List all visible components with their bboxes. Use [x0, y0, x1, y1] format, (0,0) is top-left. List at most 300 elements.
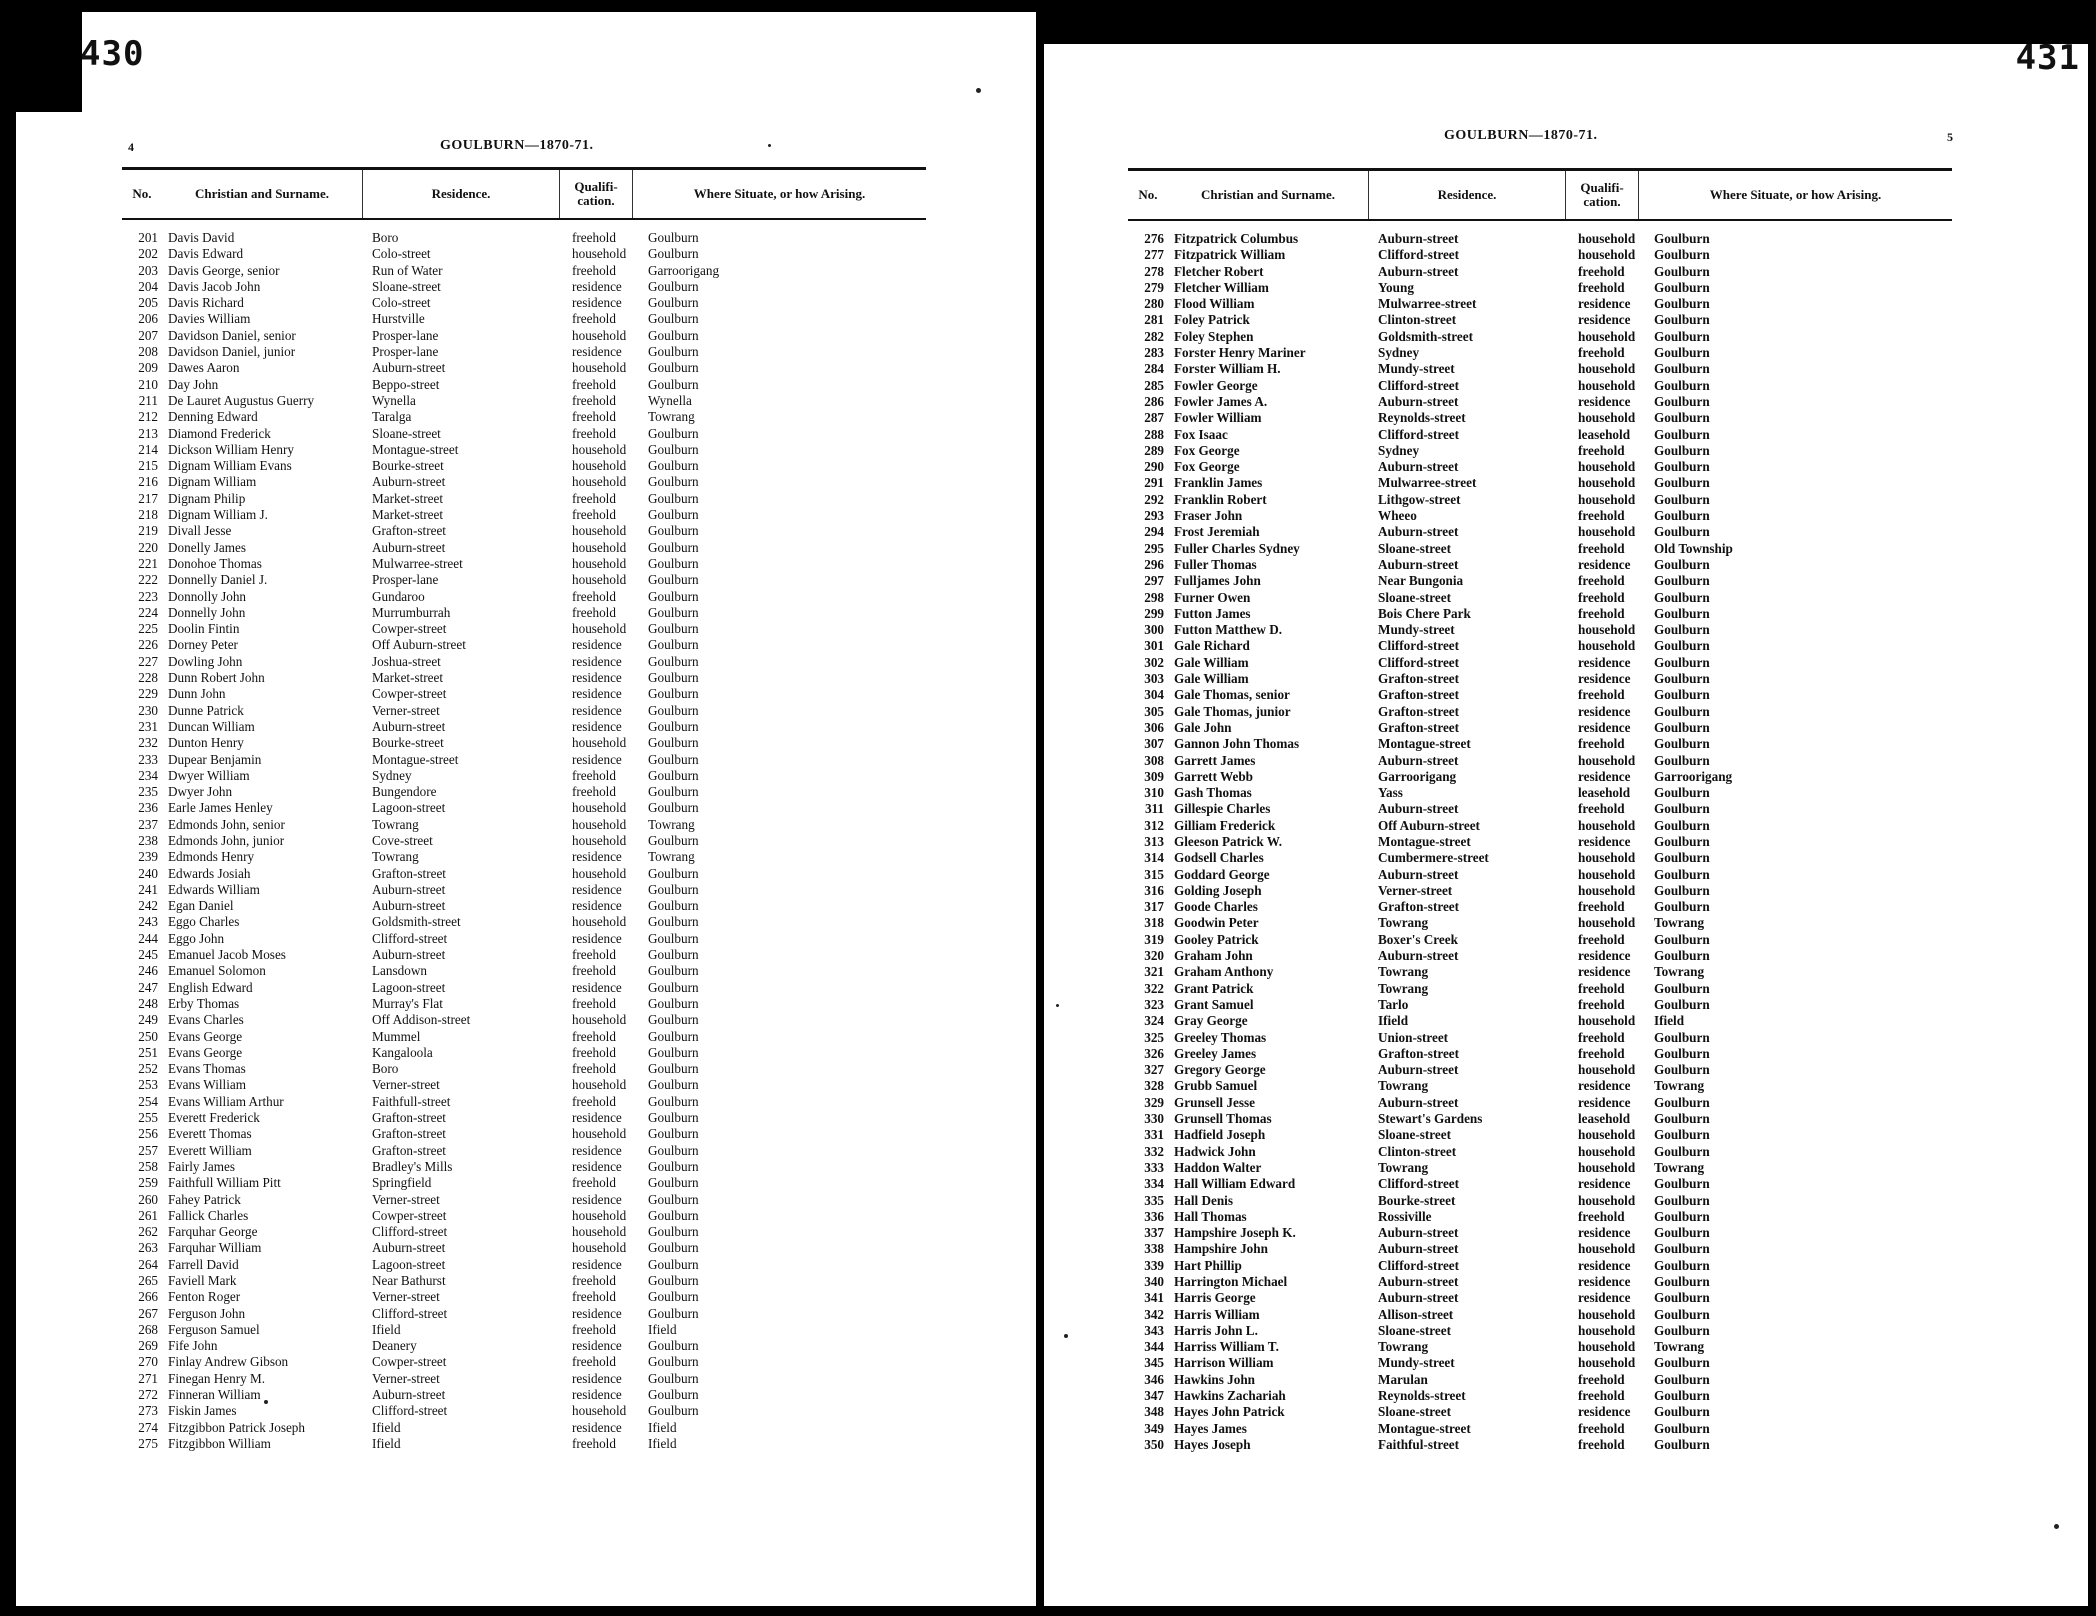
- entry-number: 316: [1144, 882, 1164, 898]
- entry-number: 275: [138, 1435, 158, 1451]
- table-row: [1128, 850, 1952, 866]
- entry-number: 259: [138, 1175, 158, 1191]
- header-qualification-text: Qualifi- cation.: [1580, 180, 1624, 209]
- entry-name: Haddon Walter: [1174, 1159, 1262, 1175]
- entry-qualification: household: [1578, 410, 1636, 426]
- table-row: [1128, 606, 1952, 622]
- entry-name: Futton James: [1174, 605, 1251, 621]
- entry-qualification: residence: [572, 1256, 622, 1272]
- entry-number: 311: [1144, 801, 1164, 817]
- entry-name: Godsell Charles: [1174, 850, 1264, 866]
- entry-where: Goulburn: [648, 1273, 699, 1288]
- entry-qualification: freehold: [572, 1289, 616, 1305]
- entry-name: Dignam Philip: [168, 490, 246, 506]
- entry-where: Goulburn: [1654, 524, 1710, 540]
- entry-name: Edwards William: [168, 881, 260, 897]
- entry-name: Fairly James: [168, 1158, 236, 1174]
- table-row: [122, 996, 926, 1012]
- entry-number: 205: [138, 295, 158, 311]
- entry-where: Goulburn: [648, 670, 699, 686]
- entry-name: Harrington Michael: [1174, 1274, 1288, 1289]
- entry-residence: Towrang: [1378, 1078, 1429, 1094]
- entry-where: Goulburn: [1654, 996, 1710, 1012]
- table-body: [1128, 221, 1952, 1453]
- entry-qualification: household: [1578, 817, 1636, 833]
- table-row: [1128, 1388, 1952, 1404]
- entry-number: 231: [138, 718, 158, 734]
- table-row: [122, 1338, 926, 1354]
- entry-qualification: household: [1578, 1013, 1636, 1029]
- entry-name: Finlay Andrew Gibson: [168, 1354, 289, 1370]
- entry-residence: Near Bathurst: [372, 1273, 446, 1288]
- entry-where: Goulburn: [648, 425, 699, 441]
- entry-residence: Sloane-street: [1378, 540, 1452, 556]
- table-row: [122, 1012, 926, 1028]
- entry-name: Edwards Josiah: [168, 865, 251, 881]
- entry-residence: Auburn-street: [1378, 948, 1459, 964]
- entry-where: Goulburn: [648, 1305, 699, 1321]
- entry-qualification: household: [1578, 1159, 1636, 1175]
- entry-where: Goulburn: [648, 1093, 699, 1109]
- entry-residence: Grafton-street: [372, 865, 446, 881]
- table-row: [1128, 329, 1952, 345]
- entry-name: Divall Jesse: [168, 523, 232, 539]
- entry-name: Grunsell Jesse: [1174, 1094, 1255, 1110]
- entry-residence: Towrang: [372, 849, 419, 865]
- entry-qualification: household: [1578, 752, 1636, 768]
- entry-qualification: freehold: [572, 392, 616, 408]
- entry-where: Goulburn: [1654, 1143, 1710, 1159]
- entry-name: Goode Charles: [1174, 899, 1258, 915]
- entry-where: Goulburn: [648, 507, 699, 523]
- entry-name: Evans George: [168, 1044, 243, 1060]
- table-row: [122, 246, 926, 262]
- entry-where: Goulburn: [1654, 442, 1710, 458]
- entry-number: 340: [1144, 1274, 1164, 1289]
- entry-number: 278: [1144, 263, 1164, 279]
- entry-number: 339: [1144, 1257, 1164, 1273]
- table-row: [1128, 1258, 1952, 1274]
- entry-residence: Grafton-street: [372, 523, 446, 539]
- entry-qualification: residence: [572, 751, 622, 767]
- entry-number: 308: [1144, 752, 1164, 768]
- table-row: [1128, 899, 1952, 915]
- entry-qualification: household: [1578, 866, 1636, 882]
- entry-qualification: household: [572, 1126, 627, 1142]
- table-row: [1128, 1030, 1952, 1046]
- entry-qualification: household: [1578, 1306, 1636, 1322]
- entry-residence: Auburn-street: [372, 1387, 446, 1403]
- entry-residence: Lagoon-street: [372, 1256, 446, 1272]
- entry-name: Davies William: [168, 311, 251, 327]
- table-row: [1128, 557, 1952, 573]
- table-row: [122, 589, 926, 605]
- entry-name: Gash Thomas: [1174, 785, 1252, 801]
- entry-name: Donnelly John: [168, 604, 246, 620]
- entry-where: Goulburn: [1654, 1045, 1710, 1061]
- entry-number: 332: [1144, 1143, 1164, 1159]
- entry-where: Goulburn: [1654, 1062, 1710, 1078]
- table-row: [122, 947, 926, 963]
- entry-name: Gale William: [1174, 654, 1249, 670]
- entry-number: 310: [1144, 785, 1164, 801]
- entry-number: 246: [138, 963, 158, 979]
- table-row: [122, 1143, 926, 1159]
- entry-residence: Clifford-street: [1378, 654, 1460, 670]
- entry-name: Fuller Charles Sydney: [1174, 540, 1300, 556]
- entry-where: Goulburn: [648, 947, 699, 963]
- entry-where: Goulburn: [648, 702, 699, 718]
- table-row: [122, 1403, 926, 1419]
- header-qualification: [1566, 171, 1639, 219]
- entry-name: Donnolly John: [168, 588, 247, 604]
- right-page: [1044, 44, 2088, 1606]
- table-row: [122, 1110, 926, 1126]
- entry-residence: Boro: [372, 230, 399, 245]
- entry-qualification: residence: [1578, 719, 1631, 735]
- entry-residence: Auburn-street: [1378, 752, 1459, 768]
- entry-number: 244: [138, 930, 158, 946]
- entry-number: 307: [1144, 736, 1164, 752]
- entry-residence: Garroorigang: [1378, 768, 1457, 784]
- table-row: [1128, 981, 1952, 997]
- entry-number: 334: [1144, 1176, 1164, 1192]
- entry-number: 343: [1144, 1322, 1164, 1338]
- entry-residence: Run of Water: [372, 262, 443, 278]
- entry-number: 324: [1144, 1013, 1164, 1029]
- entry-number: 333: [1144, 1159, 1164, 1175]
- table-row: [122, 1045, 926, 1061]
- entry-residence: Auburn-street: [1378, 1241, 1459, 1257]
- table-row: [1128, 590, 1952, 606]
- entry-qualification: household: [572, 1012, 627, 1028]
- entry-number: 271: [138, 1370, 158, 1386]
- entry-qualification: leasehold: [1578, 1111, 1631, 1127]
- entry-qualification: freehold: [1578, 1029, 1625, 1045]
- entry-where: Goulburn: [1654, 1371, 1710, 1387]
- header-residence: Residence.: [363, 170, 560, 218]
- entry-name: Fulljames John: [1174, 573, 1261, 589]
- entry-number: 286: [1144, 393, 1164, 409]
- entry-qualification: household: [1578, 328, 1636, 344]
- table-row: [122, 279, 926, 295]
- entry-qualification: freehold: [572, 1175, 616, 1191]
- entry-number: 235: [138, 784, 158, 800]
- entry-number: 264: [138, 1256, 158, 1272]
- entry-where: Goulburn: [648, 474, 699, 490]
- entry-residence: Clinton-street: [1378, 312, 1457, 328]
- entry-number: 309: [1144, 768, 1164, 784]
- header-name: Christian and Surname.: [162, 170, 363, 218]
- table-row: [122, 409, 926, 425]
- entry-number: 222: [138, 572, 158, 588]
- entry-where: Goulburn: [648, 653, 699, 669]
- table-row: [122, 605, 926, 621]
- entry-qualification: freehold: [572, 1354, 616, 1370]
- entry-number: 306: [1144, 719, 1164, 735]
- entry-qualification: household: [1578, 638, 1636, 654]
- entry-residence: Lansdown: [372, 963, 427, 979]
- entry-number: 219: [138, 523, 158, 539]
- table-row: [1128, 312, 1952, 328]
- entry-number: 274: [138, 1419, 158, 1435]
- entry-residence: Grafton-street: [372, 1142, 446, 1158]
- entry-where: Garroorigang: [1654, 768, 1733, 784]
- entry-residence: Bourke-street: [372, 458, 444, 474]
- entry-number: 223: [138, 588, 158, 604]
- entry-where: Goulburn: [1654, 1257, 1710, 1273]
- entry-where: Goulburn: [1654, 850, 1710, 866]
- entry-number: 281: [1144, 312, 1164, 328]
- entry-residence: Clifford-street: [1378, 638, 1460, 654]
- entry-number: 214: [138, 441, 158, 457]
- entry-qualification: freehold: [572, 230, 616, 245]
- entry-number: 312: [1144, 817, 1164, 833]
- entry-qualification: household: [572, 1077, 627, 1093]
- entry-number: 299: [1144, 605, 1164, 621]
- entry-name: Dignam William Evans: [168, 458, 292, 474]
- entry-number: 292: [1144, 491, 1164, 507]
- electoral-roll-table: [1128, 168, 1952, 1453]
- entry-where: Goulburn: [1654, 1436, 1710, 1452]
- entry-name: Garrett James: [1174, 752, 1256, 768]
- entry-residence: Clifford-street: [1378, 1257, 1460, 1273]
- entry-number: 325: [1144, 1029, 1164, 1045]
- entry-name: Foley Stephen: [1174, 328, 1254, 344]
- entry-where: Goulburn: [1654, 980, 1710, 996]
- scan-speck: [1064, 1334, 1068, 1338]
- entry-qualification: freehold: [1578, 980, 1625, 996]
- entry-where: Goulburn: [1654, 948, 1710, 964]
- entry-where: Goulburn: [648, 898, 699, 914]
- entry-name: Faithfull William Pitt: [168, 1175, 281, 1191]
- entry-number: 298: [1144, 589, 1164, 605]
- entry-qualification: freehold: [1578, 1420, 1625, 1436]
- entry-where: Goulburn: [1654, 866, 1710, 882]
- entry-number: 254: [138, 1093, 158, 1109]
- entry-qualification: freehold: [1578, 589, 1625, 605]
- entry-where: Goulburn: [1654, 671, 1710, 687]
- entry-where: Goulburn: [648, 881, 699, 897]
- table-row: [122, 637, 926, 653]
- entry-residence: Clinton-street: [1378, 1143, 1457, 1159]
- entry-name: Ferguson John: [168, 1305, 246, 1321]
- entry-name: Emanuel Solomon: [168, 963, 266, 979]
- table-row: [122, 1094, 926, 1110]
- entry-qualification: household: [572, 360, 627, 376]
- entry-number: 301: [1144, 638, 1164, 654]
- entry-where: Ifield: [648, 1321, 677, 1337]
- entry-qualification: household: [572, 800, 627, 816]
- entry-residence: Goldsmith-street: [372, 914, 461, 930]
- entry-name: Furner Owen: [1174, 589, 1251, 605]
- table-row: [1128, 883, 1952, 899]
- entry-residence: Hurstville: [372, 311, 425, 327]
- table-row: [122, 1371, 926, 1387]
- entry-name: Fahey Patrick: [168, 1191, 241, 1207]
- scan-speck: [768, 144, 771, 147]
- entry-where: Goulburn: [1654, 296, 1710, 312]
- entry-residence: Colo-street: [372, 295, 431, 311]
- entry-residence: Auburn-street: [1378, 1225, 1459, 1241]
- entry-where: Towrang: [1654, 1339, 1705, 1355]
- entry-number: 297: [1144, 573, 1164, 589]
- entry-qualification: residence: [1578, 1094, 1631, 1110]
- entry-number: 270: [138, 1354, 158, 1370]
- entry-name: Dwyer John: [168, 784, 233, 800]
- entry-name: Gale Richard: [1174, 638, 1250, 654]
- entry-qualification: residence: [572, 979, 622, 995]
- entry-where: Goulburn: [648, 523, 699, 539]
- entry-name: Garrett Webb: [1174, 768, 1253, 784]
- entry-number: 229: [138, 686, 158, 702]
- entry-qualification: household: [572, 1207, 627, 1223]
- entry-where: Goulburn: [648, 539, 699, 555]
- table-row: [122, 540, 926, 556]
- page-title: GOULBURN—1870-71.: [1444, 128, 1598, 143]
- entry-residence: Yass: [1378, 785, 1403, 801]
- table-row: [1128, 1421, 1952, 1437]
- entry-qualification: freehold: [572, 507, 616, 523]
- entry-qualification: freehold: [572, 963, 616, 979]
- entry-name: Everett Frederick: [168, 1110, 260, 1126]
- entry-residence: Sydney: [1378, 442, 1420, 458]
- entry-name: Erby Thomas: [168, 995, 240, 1011]
- entry-qualification: residence: [572, 1387, 622, 1403]
- table-row: [1128, 785, 1952, 801]
- entry-qualification: residence: [572, 278, 622, 294]
- entry-residence: Grafton-street: [372, 1110, 446, 1126]
- entry-name: Graham John: [1174, 948, 1253, 964]
- table-row: [1128, 1127, 1952, 1143]
- entry-where: Goulburn: [1654, 833, 1710, 849]
- entry-residence: Cowper-street: [372, 1354, 447, 1370]
- table-row: [122, 1192, 926, 1208]
- entry-number: 290: [1144, 459, 1164, 475]
- entry-number: 262: [138, 1224, 158, 1240]
- table-row: [1128, 1209, 1952, 1225]
- entry-name: Evans William: [168, 1077, 246, 1093]
- entry-qualification: household: [1578, 1062, 1636, 1078]
- entry-name: Dowling John: [168, 653, 243, 669]
- entry-residence: Auburn-street: [1378, 866, 1459, 882]
- entry-name: Dawes Aaron: [168, 360, 240, 376]
- table-row: [1128, 1144, 1952, 1160]
- entry-number: 225: [138, 621, 158, 637]
- table-row: [1128, 247, 1952, 263]
- entry-residence: Sloane-street: [372, 425, 441, 441]
- entry-qualification: leasehold: [1578, 785, 1631, 801]
- table-row: [1128, 753, 1952, 769]
- table-row: [1128, 622, 1952, 638]
- entry-residence: Tarlo: [1378, 996, 1409, 1012]
- table-row: [1128, 801, 1952, 817]
- entry-residence: Sloane-street: [1378, 1127, 1452, 1143]
- entry-number: 237: [138, 816, 158, 832]
- entry-name: Davis David: [168, 230, 235, 245]
- entry-where: Goulburn: [1654, 589, 1710, 605]
- entry-number: 348: [1144, 1404, 1164, 1420]
- table-row: [122, 621, 926, 637]
- entry-residence: Mulwarree-street: [372, 555, 463, 571]
- entry-number: 210: [138, 376, 158, 392]
- entry-number: 283: [1144, 345, 1164, 361]
- table-row: [1128, 1225, 1952, 1241]
- entry-where: Goulburn: [1654, 312, 1710, 328]
- entry-residence: Beppo-street: [372, 376, 440, 392]
- table-row: [1128, 361, 1952, 377]
- entry-qualification: freehold: [572, 947, 616, 963]
- entry-number: 238: [138, 832, 158, 848]
- entry-where: Goulburn: [648, 1207, 699, 1223]
- entry-residence: Deanery: [372, 1338, 417, 1354]
- entry-qualification: freehold: [572, 1435, 616, 1451]
- entry-qualification: residence: [1578, 1176, 1631, 1192]
- entry-residence: Auburn-street: [1378, 263, 1459, 279]
- entry-where: Goulburn: [1654, 1306, 1710, 1322]
- entry-residence: Colo-street: [372, 246, 431, 262]
- entry-name: Farquhar William: [168, 1240, 262, 1256]
- table-row: [122, 849, 926, 865]
- entry-qualification: residence: [1578, 296, 1631, 312]
- entry-where: Wynella: [648, 392, 692, 408]
- entry-qualification: freehold: [572, 588, 616, 604]
- entry-name: Edmonds John, junior: [168, 832, 285, 848]
- entry-name: Fowler James A.: [1174, 393, 1268, 409]
- entry-qualification: household: [1578, 247, 1636, 263]
- entry-number: 342: [1144, 1306, 1164, 1322]
- entry-qualification: freehold: [1578, 736, 1625, 752]
- entry-residence: Sloane-street: [1378, 1404, 1452, 1420]
- left-page: [16, 12, 1036, 1606]
- scan-speck: [264, 1400, 268, 1404]
- entry-qualification: household: [1578, 1143, 1636, 1159]
- table-row: [122, 1420, 926, 1436]
- entry-number: 328: [1144, 1078, 1164, 1094]
- entry-qualification: household: [1578, 377, 1636, 393]
- table-row: [122, 703, 926, 719]
- entry-name: Gale John: [1174, 719, 1232, 735]
- entry-number: 257: [138, 1142, 158, 1158]
- entry-residence: Clifford-street: [372, 1403, 448, 1419]
- entry-residence: Gundaroo: [372, 588, 425, 604]
- entry-qualification: freehold: [572, 490, 616, 506]
- entry-where: Towrang: [1654, 964, 1705, 980]
- entry-residence: Stewart's Gardens: [1378, 1111, 1483, 1127]
- entry-qualification: household: [572, 1224, 627, 1240]
- table-row: [1128, 231, 1952, 247]
- entry-name: Fox Isaac: [1174, 426, 1228, 442]
- entry-residence: Auburn-street: [1378, 231, 1459, 246]
- entry-residence: Ifield: [372, 1435, 401, 1451]
- table-row: [1128, 687, 1952, 703]
- entry-number: 291: [1144, 475, 1164, 491]
- entry-number: 321: [1144, 964, 1164, 980]
- entry-name: Fenton Roger: [168, 1289, 241, 1305]
- entry-number: 202: [138, 246, 158, 262]
- entry-where: Goulburn: [1654, 573, 1710, 589]
- entry-name: Davis George, senior: [168, 262, 280, 278]
- entry-name: Eggo John: [168, 930, 225, 946]
- entry-where: Goulburn: [1654, 1127, 1710, 1143]
- entry-residence: Sydney: [1378, 345, 1420, 361]
- entry-residence: Clifford-street: [1378, 426, 1460, 442]
- entry-number: 265: [138, 1273, 158, 1288]
- entry-number: 329: [1144, 1094, 1164, 1110]
- table-row: [1128, 1372, 1952, 1388]
- table-row: [122, 1240, 926, 1256]
- entry-name: Hall Denis: [1174, 1192, 1233, 1208]
